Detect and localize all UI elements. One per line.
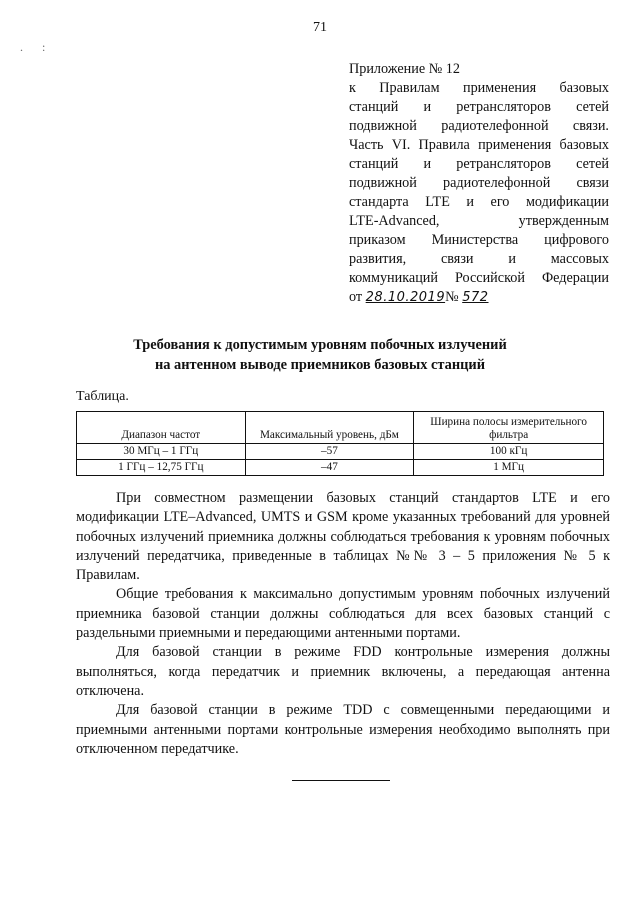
header-max-level: Максимальный уровень, дБм [245, 412, 414, 444]
table-row [77, 460, 604, 476]
cell-bandwidth: 1 МГц [414, 460, 604, 476]
appendix-line: станций и ретрансляторов сетей [349, 156, 609, 172]
cell-level: –47 [245, 460, 414, 476]
handwritten-number: 572 [462, 290, 489, 305]
appendix-line: развития, связи и массовых [349, 251, 609, 267]
title-line-2: на антенном выводе приемников базовых станций [154, 357, 486, 373]
handwritten-date: 28.10.2019 [365, 290, 446, 305]
margin-marks: . : [20, 40, 54, 54]
table-row [77, 444, 604, 460]
appendix-line: к Правилам применения базовых [349, 80, 609, 96]
appendix-line: коммуникаций Российской Федерации [349, 270, 609, 286]
appendix-line: станций и ретрансляторов сетей [349, 99, 609, 115]
appendix-title: Приложение № 12 [349, 61, 460, 77]
number-prefix: № [445, 289, 459, 305]
page-number: 71 [313, 20, 327, 35]
cell-level: –57 [245, 444, 414, 460]
appendix-line: Часть VI. Правила применения базовых [349, 137, 609, 153]
cell-range: 1 ГГц – 12,75 ГГц [77, 460, 246, 476]
end-rule [292, 780, 390, 781]
cell-range: 30 МГц – 1 ГГц [77, 444, 246, 460]
title-line-1: Требования к допустимым уровням побочных излучений [133, 337, 507, 353]
paragraph: Для базовой станции в режиме FDD контрольные измерения должны выполняться, когда передатчик и приемник включены, а передающая антенна отключена. [76, 644, 610, 699]
appendix-line: подвижной радиотелефонной связи. [349, 118, 609, 134]
appendix-date-line [349, 288, 609, 307]
date-prefix: от [349, 289, 363, 305]
paragraph: При совместном размещении базовых станций стандартов LTE и его модификации LTE–Advanced, UMTS и GSM кроме указанных требований для уровней побочных излучений приемника должны соблюдаться требования к уровням побочных излучений передатчика, приведенные в таблицах №№ 3 – 5 приложения № 5 к Правилам. [76, 490, 610, 584]
appendix-line: стандарта LTE и его модификации [349, 194, 609, 210]
section-title [60, 335, 580, 375]
requirements-table [76, 411, 604, 476]
body-text [76, 489, 610, 759]
header-filter-bandwidth: Ширина полосы измерительного фильтра [414, 412, 604, 444]
paragraph: Для базовой станции в режиме TDD с совмещенными передающими и приемными антенными портами контрольные измерения необходимо выполнять при отключенном передатчике. [76, 702, 610, 757]
table-header-row [77, 412, 604, 444]
appendix-line: подвижной радиотелефонной связи [349, 175, 609, 191]
table-label: Таблица. [76, 389, 129, 404]
appendix-line: приказом Министерства цифрового [349, 232, 609, 248]
appendix-header [349, 60, 609, 307]
paragraph: Общие требования к максимально допустимым уровням побочных излучений приемника базовой станции должны соблюдаться для всех базовых станций с раздельными приемными и передающими антенными портами. [76, 586, 610, 642]
header-frequency-range: Диапазон частот [77, 412, 246, 444]
cell-bandwidth: 100 кГц [414, 444, 604, 460]
appendix-line: LTE-Advanced, утвержденным [349, 213, 609, 229]
